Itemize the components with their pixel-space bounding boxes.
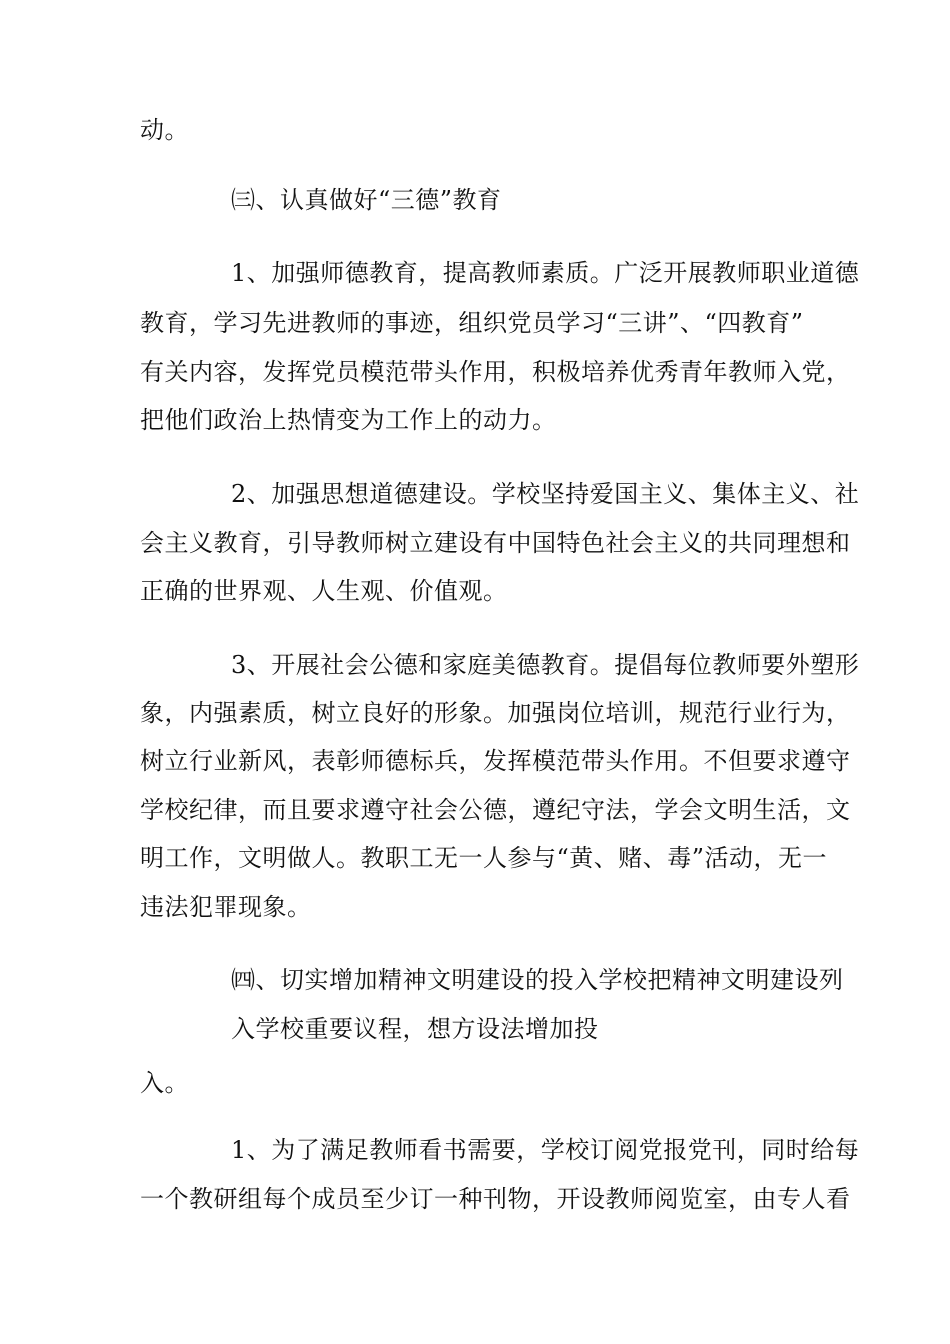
section-heading: ㈢、认真做好“三德”教育	[231, 186, 502, 214]
section-heading: ㈣、切实增加精神文明建设的投入学校把精神文明建设列	[231, 966, 844, 994]
text-line: 1、加强师德教育，提高教师素质。广泛开展教师职业道德	[231, 259, 860, 287]
text-line: 2、加强思想道德建设。学校坚持爱国主义、集体主义、社	[231, 480, 860, 508]
text-line: 正确的世界观、人生观、价值观。	[140, 577, 508, 605]
text-line: 树立行业新风，表彰师德标兵，发挥模范带头作用。不但要求遵守	[140, 747, 851, 775]
text-line: 会主义教育，引导教师树立建设有中国特色社会主义的共同理想和	[140, 529, 851, 557]
text-line: 明工作，文明做人。教职工无一人参与“黄、赌、毒”活动，无一	[140, 844, 828, 872]
text-line: 把他们政治上热情变为工作上的动力。	[140, 406, 557, 434]
text-line: 教育，学习先进教师的事迹，组织党员学习“三讲”、“四教育”	[140, 309, 804, 337]
text-line: 学校纪律，而且要求遵守社会公德，遵纪守法，学会文明生活，文	[140, 796, 851, 824]
text-line: 一个教研组每个成员至少订一种刊物，开设教师阅览室，由专人看	[140, 1185, 851, 1213]
text-line: 3、开展社会公德和家庭美德教育。提倡每位教师要外塑形	[231, 651, 860, 679]
text-line: 违法犯罪现象。	[140, 893, 312, 921]
text-line: 1、为了满足教师看书需要，学校订阅党报党刊，同时给每	[231, 1136, 860, 1164]
text-line: 象，内强素质，树立良好的形象。加强岗位培训，规范行业行为，	[140, 699, 851, 727]
section-heading-continued: 入学校重要议程，想方设法增加投	[231, 1015, 599, 1043]
text-line: 动。	[140, 116, 189, 144]
text-line: 入。	[140, 1069, 189, 1097]
text-line: 有关内容，发挥党员模范带头作用，积极培养优秀青年教师入党，	[140, 358, 851, 386]
